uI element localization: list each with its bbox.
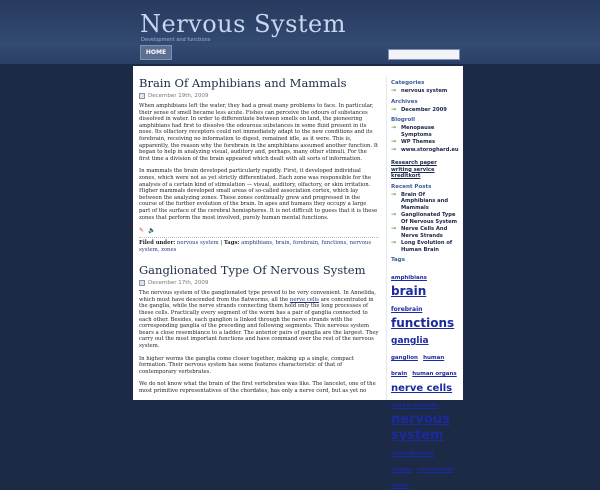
nav-home-tab[interactable]: HOME xyxy=(140,45,172,60)
column-divider xyxy=(386,76,387,400)
paragraph-text: The nervous system of the ganglionated type proved to be very convenient. In Annelida, which must have descended from the flatworms, all the xyxy=(139,290,376,303)
tag-link[interactable]: nerve strands xyxy=(391,402,438,409)
post-date-text: December 19th, 2009 xyxy=(148,93,209,99)
sidebar-heading-blogroll: Blogroll xyxy=(391,117,416,123)
post-paragraph: In higher worms the ganglia come closer together, making up a single, compact formation. Their nervous system has some features characteristic of that of contemporary vertebrates. xyxy=(139,355,354,375)
tag-link[interactable]: functions xyxy=(391,316,455,330)
tag-link[interactable]: human brain xyxy=(391,355,445,377)
post-paragraph: When amphibians left the water, they had a great many problems to face. In particular, their sense of smell became less acute. Fishes can perceive the odours of substances dissolved in water. In order to differentiate between smells on land, the pioneering amphibians had first to dissolve the odourous substances in some fluid present in its nose. Its olfactory receptors could not immediately adapt to the new conditions and its forebrain, receiving no information to digest, remained idle, as it were. This is, apparently, the reason why the forebrain in the amphibians assumed another function. It began to help in analyzing visual, auditory and, perhaps, many other stimuli. For the first time a division of the brain appeared which dealt with all sorts of information. xyxy=(139,103,379,162)
tag-link[interactable]: nervous system xyxy=(391,412,450,443)
speaker-icon[interactable]: 🔈 xyxy=(148,227,156,235)
site-description: Development and functions xyxy=(141,37,211,43)
calendar-icon xyxy=(139,280,145,286)
sidebar-recent-link[interactable]: → Brain Of Amphibians and Mammals xyxy=(391,192,459,212)
category-link[interactable]: nervous system xyxy=(176,240,219,247)
tags-links[interactable]: amphibians, brain, forebrain, functions, nervous system, zones xyxy=(139,240,372,253)
post-meta: Filed under: nervous system | Tags: amphibians, brain, forebrain, functions, nervous system, zones xyxy=(139,237,379,253)
sidebar xyxy=(391,76,459,489)
post xyxy=(139,76,379,253)
sidebar-recent-link[interactable]: → Ganglionated Type Of Nervous System xyxy=(391,212,459,225)
sidebar-blogroll-link[interactable]: → Menopause Symptoms xyxy=(391,125,459,138)
post-paragraph: In mammals the brain developed particularly rapidly. First, it developed individual zones, which were not as yet strictly differentiated. Each zone was responsible for the analysis of a certain kind of stimulation — visual, auditory, olfactory, or skin irritation. Higher mammals developed small areas of so-called association cortex, which lay between the analyzing zones. These zones continually grew and progressed in the course of the further evolution of the brain. In apes and humans they occupy a large part of the surface of the cerebral hemispheres. It is not difficult to guess that it is these zones that perform the most involved, purely human mental functions. xyxy=(139,168,378,221)
tag-link[interactable]: vertebrates xyxy=(417,467,454,473)
search-input[interactable] xyxy=(388,49,460,60)
sidebar-blogroll-link[interactable]: → www.storoghard.eu xyxy=(391,147,459,154)
tags-label: Tags: xyxy=(223,240,240,247)
tag-link[interactable]: ganglion xyxy=(391,355,418,361)
tag-link[interactable]: organs xyxy=(391,467,413,473)
sidebar-archive-link[interactable]: → December 2009 xyxy=(391,107,459,114)
post-title[interactable]: Brain Of Amphibians and Mammals xyxy=(139,76,347,90)
header xyxy=(0,0,600,64)
tag-link[interactable]: nerve cells xyxy=(391,383,453,394)
calendar-icon xyxy=(139,93,145,99)
tag-link[interactable]: zones xyxy=(391,483,409,489)
sidebar-heading-recent: Recent Posts xyxy=(391,183,432,190)
post-title[interactable]: Ganglionated Type Of Nervous System xyxy=(139,263,366,278)
sidebar-heading-archives: Archives xyxy=(391,98,418,105)
post xyxy=(139,263,379,394)
site-title[interactable]: Nervous System xyxy=(140,10,347,38)
post-date xyxy=(139,93,379,99)
main-content xyxy=(139,76,379,400)
sidebar-category-link[interactable]: → nervous system xyxy=(391,88,459,95)
post-date xyxy=(139,280,379,286)
post-paragraph: We do not know what the brain of the first vertebrates was like. The lancelet, one of the most primitive representatives of the chordates, has only a nerve cord, but as yet no xyxy=(139,381,376,394)
media-icons xyxy=(139,227,379,234)
sidebar-link[interactable]: kreditkort xyxy=(391,173,421,179)
tag-link[interactable]: ganglia xyxy=(391,336,429,346)
tag-link[interactable]: amphibians xyxy=(391,275,427,281)
sidebar-blogroll-link[interactable]: → WP Themes xyxy=(391,139,459,146)
sidebar-link[interactable]: Research paper writing service xyxy=(391,160,437,173)
sidebar-heading-tags: Tags xyxy=(391,257,405,263)
filed-label: Filed under: xyxy=(139,240,176,247)
sidebar-heading-categories: Categories xyxy=(391,80,425,86)
post-date-text: December 17th, 2009 xyxy=(148,280,209,287)
tag-link[interactable]: brain xyxy=(391,284,427,298)
sidebar-recent-link[interactable]: → Nerve Cells And Nerve Strands xyxy=(391,226,459,239)
paragraph-text: are concentrated in the ganglia, while the nerve strands connecting them hold only the long processes of these cells. Practically every segment of the worm has a pair of ganglia connected to each other. Besides, each ganglion is linked through the nerve strands with the corresponding ganglia of the preceding and following segments. This nervous system bears a close resemblance to a ladder. The anterior pairs of ganglia are the largest. They carry out the most important functions and have command over the rest of the nervous system. xyxy=(139,296,379,350)
post-paragraph xyxy=(139,290,379,349)
tag-link[interactable]: vertebrates xyxy=(391,449,434,457)
flag-icon[interactable]: ✎ xyxy=(139,227,145,235)
tag-cloud xyxy=(391,266,459,490)
tag-link[interactable]: forebrain xyxy=(391,306,423,313)
nerve-cells-link[interactable]: nerve cells xyxy=(289,296,320,303)
sidebar-recent-link[interactable]: → Long Evolution of Human Brain xyxy=(391,240,459,253)
tag-link[interactable]: human organs xyxy=(412,371,457,377)
